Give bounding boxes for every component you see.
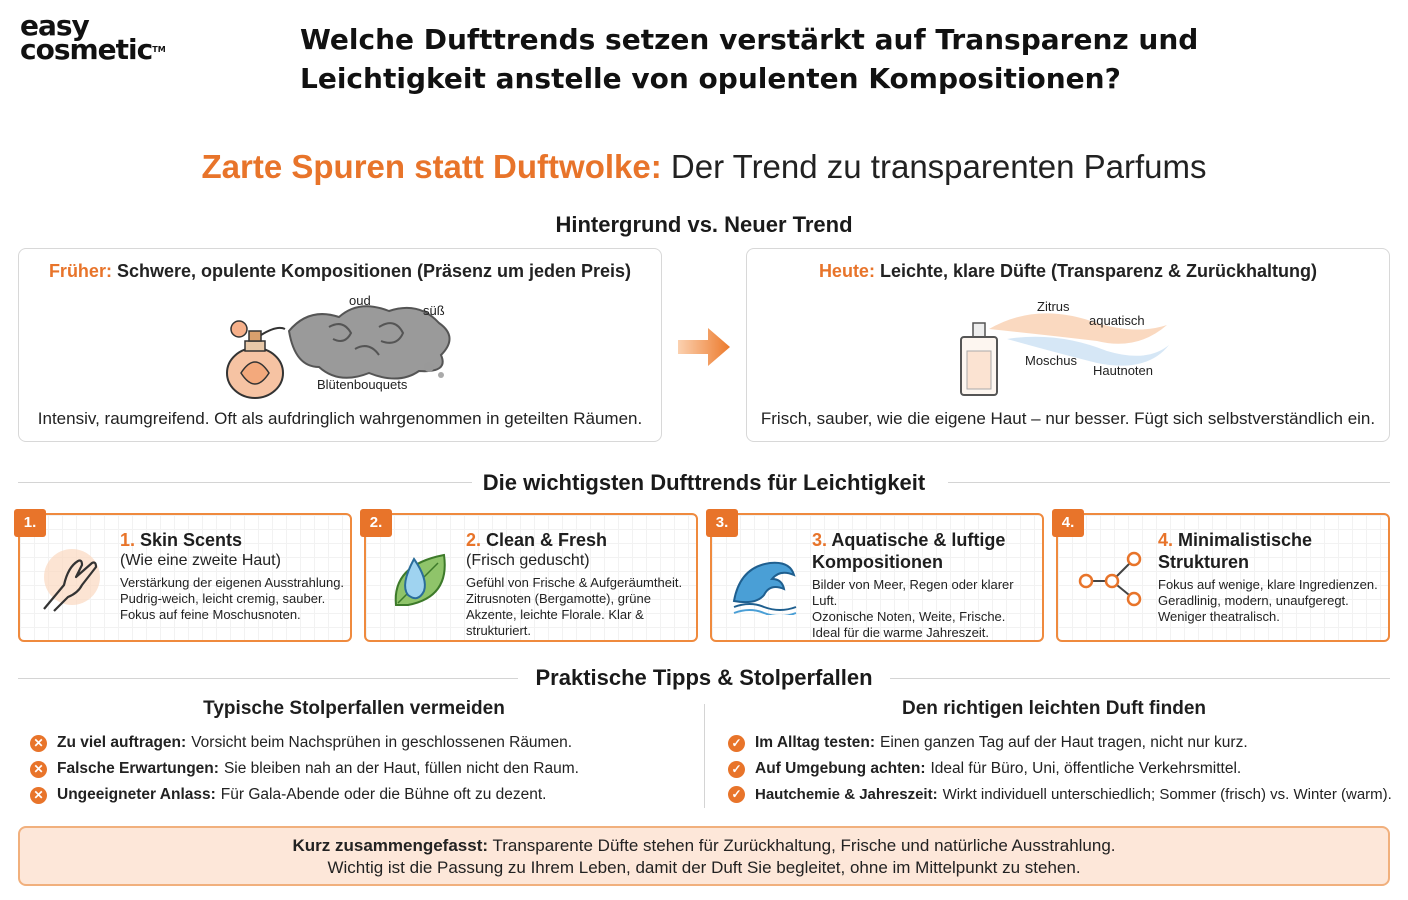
tag-moschus: Moschus <box>1025 353 1078 368</box>
tag-zitrus: Zitrus <box>1037 299 1070 314</box>
trend-title-text: Clean & Fresh <box>481 530 608 550</box>
trend-subtitle: (Wie eine zweite Haut) <box>120 552 281 569</box>
trend-text <box>812 529 1040 641</box>
after-title-text: Leichte, klare Düfte (Transparenz & Zurückhaltung) <box>874 261 1318 281</box>
trend-subtitle: (Frisch geduscht) <box>466 552 590 569</box>
trend-desc-line: Fokus auf wenige, klare Ingredienzen. <box>1158 577 1378 592</box>
pitfall-bold: Ungeeigneter Anlass: <box>57 786 216 803</box>
x-circle-icon: ✕ <box>30 735 47 752</box>
trend-title-number: 1. <box>120 530 136 550</box>
summary-line1-text: Transparente Düfte stehen für Zurückhaltung, Frische und natürliche Ausstrahlung. <box>488 836 1116 855</box>
trend-title-text: Minimalistische Strukturen <box>1158 530 1313 572</box>
pitfall-text: Sie bleiben nah an der Haut, füllen nicht den Raum. <box>223 760 579 777</box>
check-circle-icon: ✓ <box>728 786 745 803</box>
hand-icon <box>38 545 108 615</box>
pitfall-text: Vorsicht beim Nachsprühen in geschlossenen Räumen. <box>191 734 573 751</box>
trend-title-number: 2. <box>466 530 482 550</box>
tag-suess: süß <box>423 303 445 318</box>
before-label: Früher: <box>48 261 112 281</box>
tag-aquatisch: aquatisch <box>1089 313 1145 328</box>
title-rest: Der Trend zu transparenten Parfums <box>661 148 1207 185</box>
panel-before-caption: Intensiv, raumgreifend. Oft als aufdringlich wahrgenommen in geteilten Räumen. <box>37 409 643 428</box>
check-circle-icon: ✓ <box>728 761 745 778</box>
leaf-drop-icon <box>384 545 454 615</box>
trend-desc-line: Pudrig-weich, leicht cremig, sauber. <box>120 591 326 606</box>
summary-line1 <box>20 835 1388 857</box>
pitfalls-title: Typische Stolperfallen vermeiden <box>203 698 505 719</box>
pitfall-item <box>30 734 572 752</box>
trend-desc-line: Geradlinig, modern, unaufgeregt. <box>1158 593 1349 608</box>
trend-card <box>364 513 698 642</box>
tag-hautnoten: Hautnoten <box>1093 363 1153 378</box>
trend-desc-line: Weniger theatralisch. <box>1158 609 1280 624</box>
trend-title-number: 4. <box>1158 530 1174 550</box>
trend-title <box>1158 529 1386 573</box>
finding-text: Ideal für Büro, Uni, öffentliche Verkehrsmittel. <box>930 760 1242 777</box>
trend-description <box>812 577 1040 641</box>
trend-card <box>710 513 1044 642</box>
panel-after-caption: Frisch, sauber, wie die eigene Haut – nur besser. Fügt sich selbstverständlich ein. <box>760 409 1376 428</box>
tag-bluetenbouquets: Blütenbouquets <box>317 377 408 392</box>
finding-text: Einen ganzen Tag auf der Haut tragen, nicht nur kurz. <box>880 734 1248 751</box>
trend-number-badge: 3. <box>706 509 738 537</box>
page-title <box>0 146 1408 188</box>
trend-description <box>120 575 348 623</box>
trademark: TM <box>152 45 166 54</box>
panel-after-title <box>747 261 1389 282</box>
question-line2: Leichtigkeit anstelle von opulenten Kompositionen? <box>300 62 1121 95</box>
summary-box <box>18 826 1390 886</box>
summary-bold: Kurz zusammengefasst: <box>292 836 489 855</box>
pitfall-bold: Zu viel auftragen: <box>57 734 187 751</box>
pitfall-text: Für Gala-Abende oder die Bühne oft zu dezent. <box>220 786 547 803</box>
trend-number-badge: 4. <box>1052 509 1084 537</box>
trend-text <box>1158 529 1386 625</box>
brand-line2-text: cosmetic <box>20 33 153 66</box>
trend-desc-line: Verstärkung der eigenen Ausstrahlung. <box>120 575 345 590</box>
brand-logo <box>20 9 166 66</box>
summary-line2: Wichtig ist die Passung zu Ihrem Leben, damit der Duft Sie begleitet, ohne im Mittelpunkt zu stehen. <box>327 858 1081 877</box>
trend-desc-line: Akzente, leichte Florale. Klar & strukturiert. <box>466 607 644 638</box>
trend-desc-line: Ozonische Noten, Weite, Frische. <box>812 609 1006 624</box>
trend-title <box>466 529 694 551</box>
finding-item <box>728 786 1392 803</box>
trend-number-badge: 1. <box>14 509 46 537</box>
pitfall-item <box>30 786 547 804</box>
x-circle-icon: ✕ <box>30 787 47 804</box>
finding-bold: Auf Umgebung achten: <box>755 760 926 777</box>
trend-card <box>1056 513 1390 642</box>
panel-after <box>746 248 1390 442</box>
trend-desc-line: Zitrusnoten (Bergamotte), grüne <box>466 591 651 606</box>
tag-oud: oud <box>349 293 371 308</box>
trend-card <box>18 513 352 642</box>
wave-icon <box>730 545 800 615</box>
trend-text <box>120 529 348 623</box>
trend-title-number: 3. <box>812 530 828 550</box>
brand-line1: easy <box>20 9 89 42</box>
before-title-text: Schwere, opulente Kompositionen (Präsenz um jeden Preis) <box>111 261 632 281</box>
brand-line2 <box>20 33 166 66</box>
trend-desc-line: Bilder von Meer, Regen oder klarer Luft. <box>812 577 1014 608</box>
check-circle-icon: ✓ <box>728 735 745 752</box>
pitfall-bold: Falsche Erwartungen: <box>57 760 219 777</box>
arrow-right-icon <box>676 326 732 368</box>
after-label: Heute: <box>818 261 875 281</box>
trend-desc-line: Ideal für die warme Jahreszeit. <box>812 625 990 640</box>
x-circle-icon: ✕ <box>30 761 47 778</box>
trend-text <box>466 529 694 639</box>
column-divider <box>704 704 705 808</box>
finding-title: Den richtigen leichten Duft finden <box>901 698 1206 719</box>
trend-description <box>1158 577 1386 625</box>
trend-description <box>466 575 694 639</box>
title-accent: Zarte Spuren statt Duftwolke: <box>201 148 662 185</box>
tips-title: Praktische Tipps & Stolperfallen <box>535 665 873 690</box>
trend-desc-line: Fokus auf feine Moschusnoten. <box>120 607 301 622</box>
page-question <box>300 20 1300 98</box>
finding-item <box>728 760 1241 778</box>
finding-bold: Im Alltag testen: <box>755 734 875 751</box>
molecule-icon <box>1076 545 1146 615</box>
panel-before <box>18 248 662 442</box>
finding-bold: Hautchemie & Jahreszeit: <box>755 786 938 803</box>
comparison-title: Hintergrund vs. Neuer Trend <box>555 212 853 237</box>
question-line1: Welche Dufttrends setzen verstärkt auf Transparenz und <box>300 23 1199 56</box>
trend-title <box>120 529 348 551</box>
panel-before-title <box>19 261 661 282</box>
trend-number-badge: 2. <box>360 509 392 537</box>
pitfall-item <box>30 760 579 778</box>
trend-title-text: Aquatische & luftige Kompositionen <box>812 530 1006 572</box>
trend-title <box>812 529 1040 573</box>
trend-title-text: Skin Scents <box>135 530 243 550</box>
trend-desc-line: Gefühl von Frische & Aufgeräumtheit. <box>466 575 683 590</box>
finding-text: Wirkt individuell unterschiedlich; Sommer (frisch) vs. Winter (warm). <box>942 786 1392 803</box>
finding-item <box>728 734 1248 752</box>
trends-title: Die wichtigsten Dufttrends für Leichtigkeit <box>482 470 926 495</box>
